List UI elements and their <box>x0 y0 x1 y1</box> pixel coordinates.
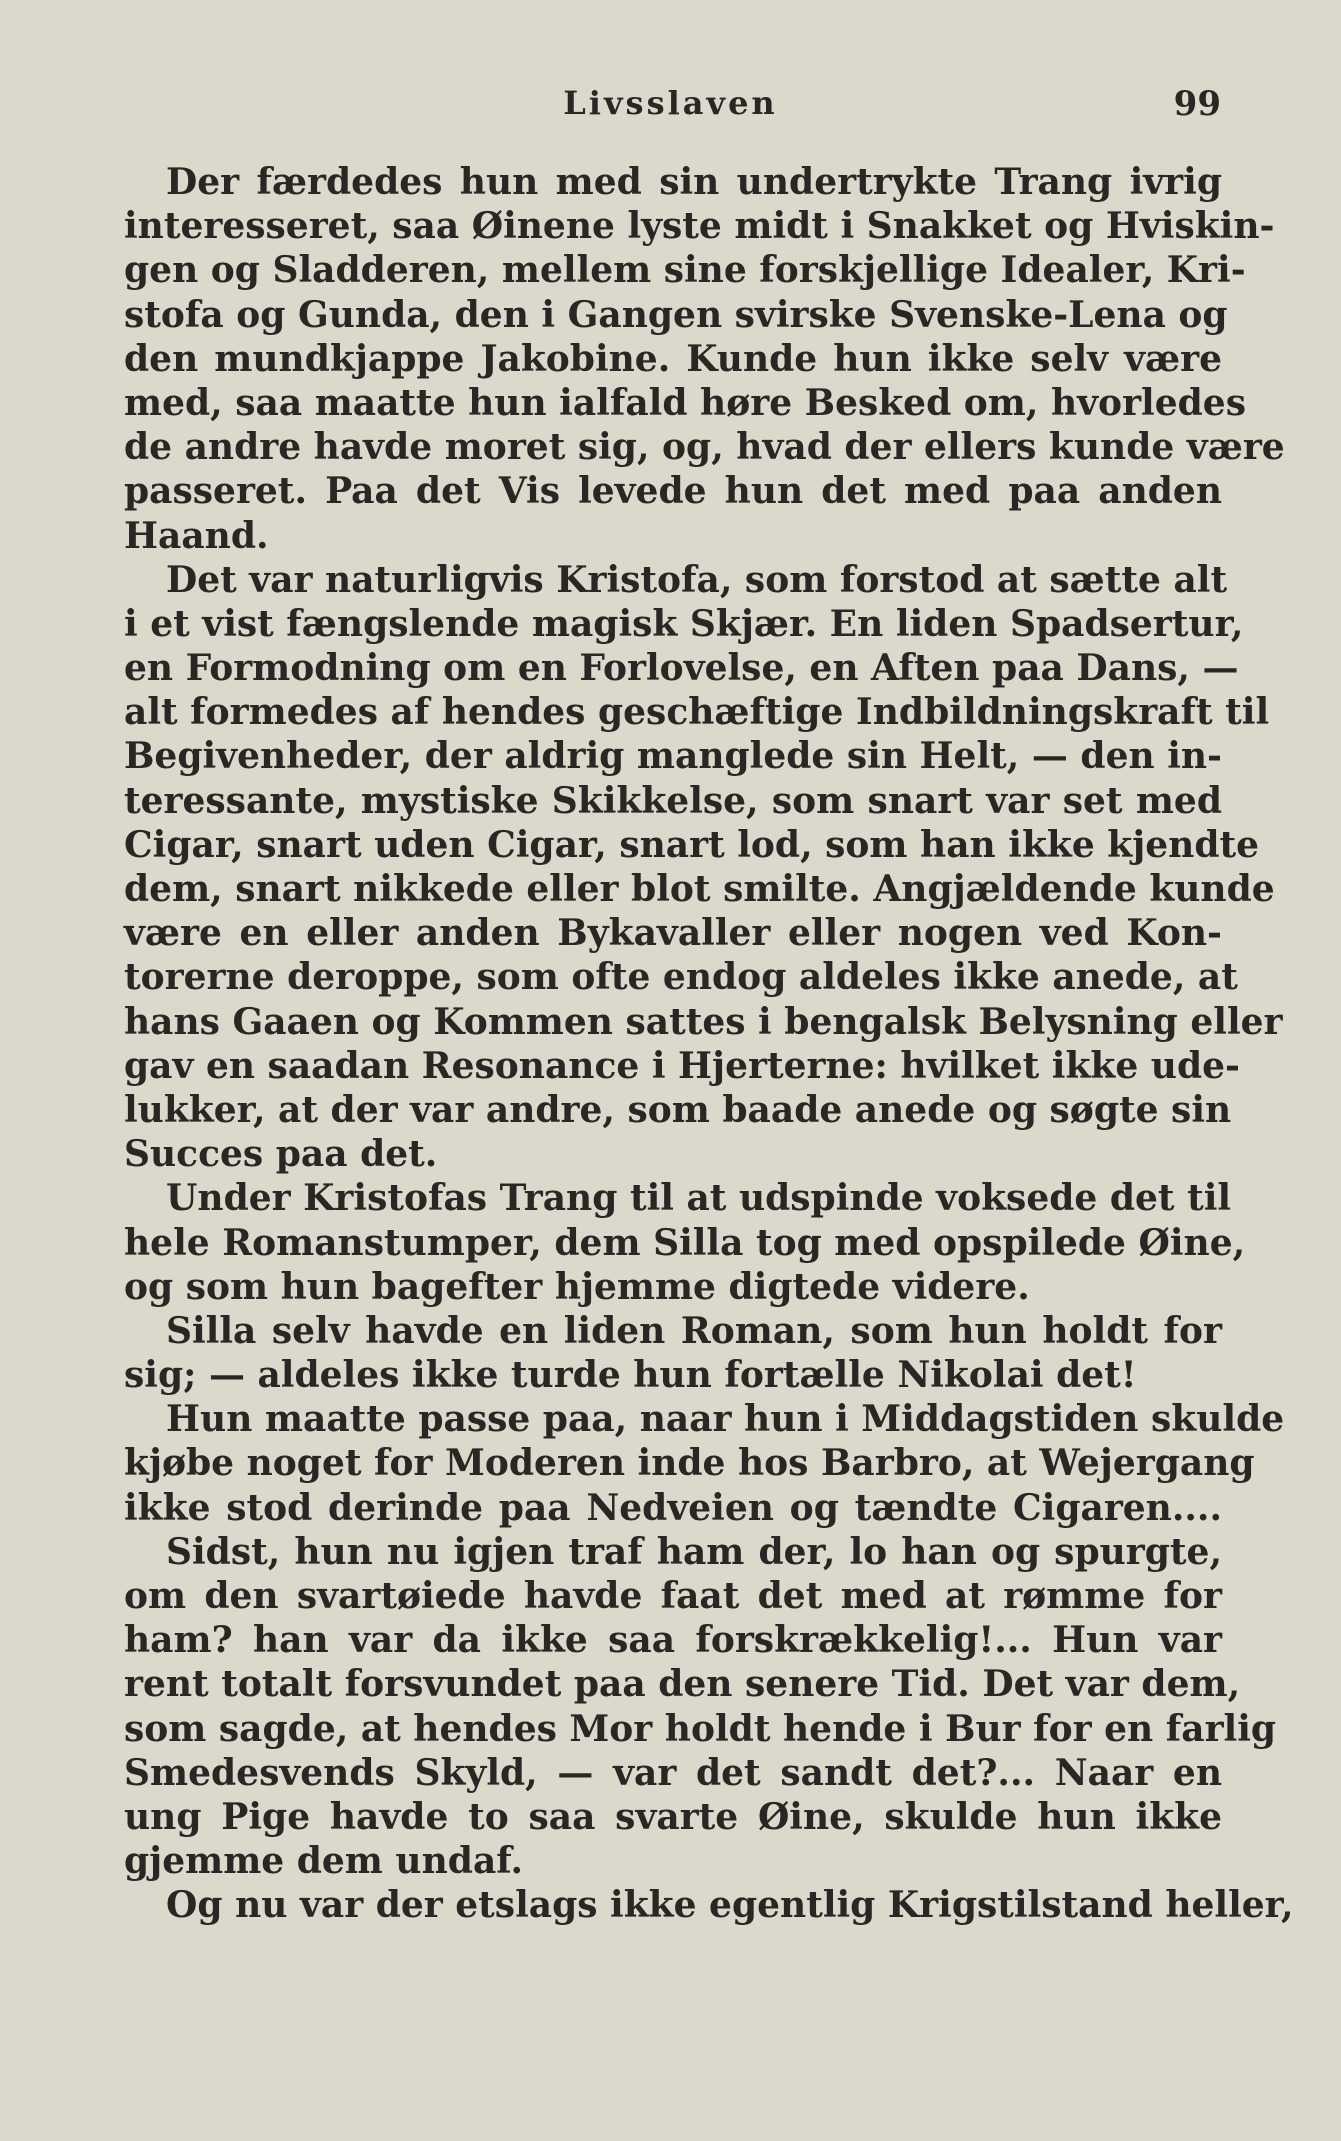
text-line: ham? han var da ikke saa forskrækkelig!... Hun var <box>124 1619 1222 1662</box>
text-line: ikke stod derinde paa Nedveien og tændte Cigaren.... <box>124 1486 1222 1529</box>
text-line: Der færdedes hun med sin undertrykte Trang ivrig <box>166 161 1222 203</box>
text-line: teressante, mystiske Skikkelse, som snart var set med <box>124 779 1222 822</box>
text-line: Smedesvends Skyld, — var det sandt det?... Naar en <box>124 1751 1222 1794</box>
text-line: Hun maatte passe paa, naar hun i Middagstiden skulde <box>166 1398 1285 1441</box>
text-line: gav en saadan Resonance i Hjerterne: hvilket ikke ude- <box>124 1044 1240 1087</box>
text-line: dem, snart nikkede eller blot smilte. Angjældende kunde <box>124 868 1275 910</box>
text-line: Cigar, snart uden Cigar, snart lod, som han ikke kjendte <box>124 823 1260 866</box>
text-line: om den svartøiede havde faat det med at rømme for <box>124 1575 1222 1617</box>
text-line: Succes paa det. <box>124 1133 438 1176</box>
text-line: ung Pige havde to saa svarte Øine, skulde hun ikke <box>124 1795 1222 1838</box>
text-line: interesseret, saa Øinene lyste midt i Snakket og Hviskin- <box>124 205 1275 248</box>
text-line: Det var naturligvis Kristofa, som forstod at sætte alt <box>166 558 1228 601</box>
text-line: som sagde, at hendes Mor holdt hende i Bur for en farlig <box>124 1707 1277 1750</box>
text-line: den mundkjappe Jakobine. Kunde hun ikke selv være <box>124 337 1222 380</box>
page-header <box>0 84 1341 134</box>
text-line: torerne deroppe, som ofte endog aldeles ikke anede, at <box>124 956 1238 999</box>
text-line: passeret. Paa det Vis levede hun det med paa anden <box>124 470 1222 513</box>
text-line: Og nu var der etslags ikke egentlig Krigstilstand heller, <box>166 1884 1294 1927</box>
running-title: Livsslaven <box>563 84 778 122</box>
body-text <box>124 160 1294 1928</box>
text-line: en Formodning om en Forlovelse, en Aften paa Dans, — <box>124 647 1239 690</box>
text-line: og som hun bagefter hjemme digtede videre. <box>124 1265 1030 1308</box>
text-line: i et vist fængslende magisk Skjær. En liden Spadsertur, <box>124 602 1244 645</box>
text-line: rent totalt forsvundet paa den senere Tid. Det var dem, <box>124 1663 1241 1706</box>
text-line: Sidst, hun nu igjen traf ham der, lo han og spurgte, <box>166 1530 1222 1573</box>
page-number: 99 <box>1173 84 1221 124</box>
text-line: alt formedes af hendes geschæftige Indbildningskraft til <box>124 691 1270 734</box>
text-line: lukker, at der var andre, som baade anede og søgte sin <box>124 1088 1232 1131</box>
text-line: kjøbe noget for Moderen inde hos Barbro, at Wejergang <box>124 1442 1255 1485</box>
text-line: Silla selv havde en liden Roman, som hun holdt for <box>166 1309 1222 1352</box>
text-line: med, saa maatte hun ialfald høre Besked om, hvorledes <box>124 381 1246 424</box>
text-line: sig; — aldeles ikke turde hun fortælle Nikolai det! <box>124 1354 1137 1397</box>
text-line: Begivenheder, der aldrig manglede sin Helt, — den in- <box>124 735 1222 778</box>
text-line: hans Gaaen og Kommen sattes i bengalsk Belysning eller <box>124 1000 1283 1043</box>
text-line: være en eller anden Bykavaller eller nogen ved Kon- <box>124 912 1222 955</box>
text-line: gjemme dem undaf. <box>124 1840 524 1883</box>
text-line: gen og Sladderen, mellem sine forskjellige Idealer, Kri- <box>124 249 1246 292</box>
text-line: de andre havde moret sig, og, hvad der ellers kunde være <box>124 426 1285 469</box>
text-line: Under Kristofas Trang til at udspinde voksede det til <box>166 1177 1232 1220</box>
text-line: stofa og Gunda, den i Gangen svirske Svenske-Lena og <box>124 293 1228 336</box>
text-line: hele Romanstumper, dem Silla tog med opspilede Øine, <box>124 1221 1246 1264</box>
text-line: Haand. <box>124 514 269 557</box>
